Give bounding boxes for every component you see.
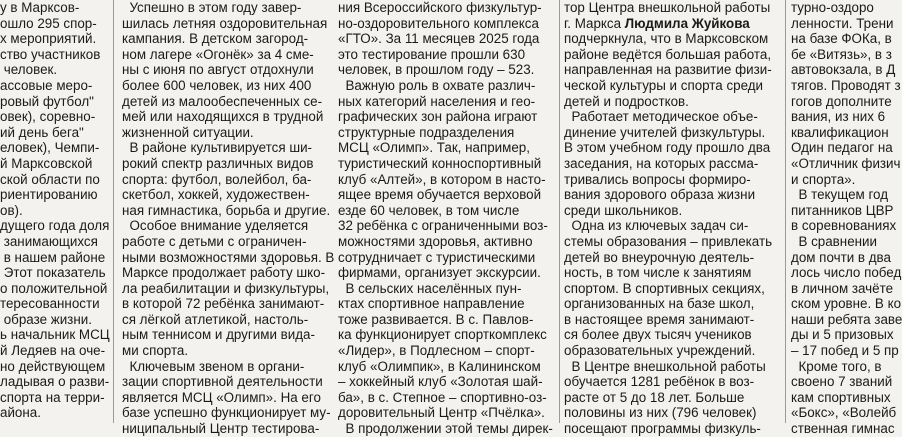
text-line: районе ведётся большая работа, xyxy=(564,46,772,62)
text-line: ровый футбол" xyxy=(0,93,94,109)
text-line: ния Всероссийского физкультур- xyxy=(338,0,542,15)
text-line: ся лёгкой атлетикой, настоль- xyxy=(122,311,309,327)
text-line: ность, в том числе к занятиям xyxy=(564,265,752,281)
text-line: гогов дополните xyxy=(791,93,892,109)
text-line: ктах спортивное направление xyxy=(338,296,525,312)
text-line: у в Марксов- xyxy=(0,0,80,15)
text-line: структурные подразделения xyxy=(338,124,515,140)
text-line: ческой культуры и спорта среди xyxy=(564,77,764,93)
text-line: лось число побед xyxy=(791,265,902,281)
text-line: риентированию xyxy=(0,187,98,203)
text-line: В сельских населённых пун- xyxy=(338,280,522,296)
text-line: питанников ЦВР xyxy=(791,202,894,218)
text-line: и спорта». xyxy=(791,171,856,187)
text-line: доровительный Центр «Пчёлка». xyxy=(338,405,545,421)
text-line: фирмами, организует экскурсии. xyxy=(338,265,541,281)
text-line: вания, из них 6 xyxy=(791,109,886,125)
text-line: о положительной xyxy=(0,280,108,296)
text-line: 32 ребёнка с ограниченными воз- xyxy=(338,218,548,234)
text-line: вания здорового образа жизни xyxy=(564,187,756,203)
text-line: ошло 295 спор- xyxy=(0,15,97,31)
text-line: езде 60 человек, в том числе xyxy=(338,202,520,218)
text-line: ящее время обучается верховой xyxy=(338,187,542,203)
text-line: Один педагог на xyxy=(791,140,893,156)
text-line: ленности. Трени xyxy=(791,15,894,31)
text-line: в нашем районе xyxy=(0,249,106,265)
text-line: в настоящее время занимают- xyxy=(564,311,755,327)
text-line: Важную роль в охвате различ- xyxy=(338,77,536,93)
text-line: в соревнованиях xyxy=(791,218,897,234)
text-line: ий день бега" xyxy=(0,124,84,140)
text-line: половины из них (796 человек) xyxy=(564,405,757,421)
text-line: В текущем год xyxy=(791,187,889,203)
text-line: ми спорта. xyxy=(122,343,189,359)
text-line: В сравнении xyxy=(791,233,877,249)
text-line: В продолжении этой темы дирек- xyxy=(338,421,553,437)
text-line: бе «Витязь», в з xyxy=(791,46,892,62)
text-line: образе жизни. xyxy=(0,311,92,327)
text-line: ды и 5 призовых xyxy=(791,327,894,343)
text-line: ным теннисом и другими вида- xyxy=(122,327,315,343)
text-column-5 xyxy=(791,0,900,437)
text-line: ской области по xyxy=(0,171,100,187)
text-line: ся более двух тысяч учеников xyxy=(564,327,752,343)
text-line: ка функционирует спорткомплекс xyxy=(338,327,547,343)
text-line: скетбол, хоккей, художествен- xyxy=(122,187,310,203)
text-line: ладывая о разви- xyxy=(0,374,110,390)
text-line: «Бокс», «Волейб xyxy=(791,405,897,421)
text-line: тор Центра внешкольной работы xyxy=(564,0,771,15)
text-line: сотрудничает с туристическими xyxy=(338,249,536,265)
text-line: зации спортивной деятельности xyxy=(122,374,323,390)
text-line: мей или находящихся в трудной xyxy=(122,109,324,125)
text-line: стемы образования – привлекать xyxy=(564,233,773,249)
text-line: ство участников xyxy=(0,46,101,62)
text-line: клуб «Алтей», в котором в насто- xyxy=(338,171,546,187)
text-line: тересованности xyxy=(0,296,100,312)
text-line: является МСЦ «Олимп». На его xyxy=(122,389,321,405)
text-line: квалификацион xyxy=(791,124,889,140)
text-line: ов). xyxy=(0,202,23,218)
text-column-1 xyxy=(0,0,110,421)
text-line: детей из малообеспеченных се- xyxy=(122,93,323,109)
text-line: образовательных учреждений. xyxy=(564,343,756,359)
text-line: х мероприятий. xyxy=(0,31,97,47)
text-line: клуб «Олимпик», в Калининском xyxy=(338,358,541,374)
text-line: обучается 1281 ребёнок в воз- xyxy=(564,374,755,390)
text-line: ном лагере «Огонёк» за 4 сме- xyxy=(122,46,314,62)
text-line: – хоккейный клуб «Золотая шай- xyxy=(338,374,543,390)
text-line: графических зон района играют xyxy=(338,109,538,125)
person-name: Людмила Жуйкова xyxy=(624,15,750,31)
text-line: спортом. В спортивных секциях, xyxy=(564,280,765,296)
text-line: наши ребята заве xyxy=(791,311,902,327)
text-line: Работает методическое объе- xyxy=(564,109,758,125)
text-line: Успешно в этом году завер- xyxy=(122,0,302,15)
text-line: тоже развивается. В с. Павлов- xyxy=(338,311,534,327)
text-line: ба», в с. Степное – спортивно-оз- xyxy=(338,389,547,405)
text-line: дущего года доля xyxy=(0,218,110,234)
text-line: «ГТО». За 11 месяцев 2025 года xyxy=(338,31,540,47)
text-line: Марксе продолжает работу шко- xyxy=(122,265,326,281)
text-line: ны с июня по август отдохнули xyxy=(122,62,314,78)
text-column-2 xyxy=(122,0,334,437)
text-line: но-оздоровительного комплекса xyxy=(338,15,539,31)
text-line: спорта: футбол, волейбол, ба- xyxy=(122,171,312,187)
text-line: В этом учебном году прошло два xyxy=(564,140,771,156)
text-line: в личном зачёте xyxy=(791,280,894,296)
text-line: турно-оздоро xyxy=(791,0,874,15)
text-line: ассовые меро- xyxy=(0,77,93,93)
text-line: Одна из ключевых задач си- xyxy=(564,218,749,234)
text-column-3 xyxy=(338,0,553,437)
text-line: овек), соревно- xyxy=(0,109,96,125)
text-line: ных категорий населения и гео- xyxy=(338,93,536,109)
text-line: автовокзала, в Д xyxy=(791,62,896,78)
text-line: тягов. Проводят з xyxy=(791,77,901,93)
text-line: туристический конноспортивный xyxy=(338,155,542,171)
text-line: детей и подростков. xyxy=(564,93,689,109)
text-line: можностями здоровья, активно xyxy=(338,233,533,249)
text-line: своено 7 званий xyxy=(791,374,893,390)
text-line: посещают программы физкуль- xyxy=(564,421,761,437)
text-line: на базе ФОКа, в xyxy=(791,31,892,47)
text-column-4 xyxy=(564,0,781,437)
text-line: Ключевым звеном в органи- xyxy=(122,358,305,374)
text-line: но действующем xyxy=(0,358,106,374)
text-line: в которой 72 ребёнка занимают- xyxy=(122,296,325,312)
text-line: Этот показатель xyxy=(0,265,106,281)
text-line: динение учителей физкультуры. xyxy=(564,124,766,140)
text-line: ла реабилитации и физкультуры, xyxy=(122,280,330,296)
text-line: еловек), Чемпи- xyxy=(0,140,100,156)
text-line: рокий спектр различных видов xyxy=(122,155,314,171)
text-line: ственная гимнас xyxy=(791,421,895,437)
text-line: занимающихся xyxy=(0,233,98,249)
text-line: й Марксовской xyxy=(0,155,93,171)
text-line: ниципальный Центр тестирова- xyxy=(122,421,320,437)
text-line: подчеркнула, что в Марксовском xyxy=(564,31,769,47)
text-line: Особое внимание уделяется xyxy=(122,218,309,234)
text-line: Кроме того, в xyxy=(791,358,882,374)
text-line: В Центре внешкольной работы xyxy=(564,358,766,374)
text-line: детей во внеурочную деятель- xyxy=(564,249,755,265)
text-line: человек, в прошлом году – 523. xyxy=(338,62,535,78)
text-line: В районе культивируется ши- xyxy=(122,140,313,156)
text-line: более 600 человек, из них 400 xyxy=(122,77,312,93)
text-line: ная гимнастика, борьба и другие. xyxy=(122,202,331,218)
text-line: дом почти в два xyxy=(791,249,891,265)
text-line: «Лидер», в Подлесном – спорт- xyxy=(338,343,535,359)
text-line: тривались вопросы формиро- xyxy=(564,171,751,187)
text-line: среди школьников. xyxy=(564,202,683,218)
text-line: работе с детьми с ограничен- xyxy=(122,233,307,249)
text-line: г. Маркса Людмила Жуйкова xyxy=(564,15,750,31)
text-line: ском уровне. В ко xyxy=(791,296,902,312)
text-line: «Отличник физич xyxy=(791,155,901,171)
text-line: ными возможностями здоровья. В xyxy=(122,249,335,265)
text-line: шилась летняя оздоровительная xyxy=(122,15,328,31)
text-line: айона. xyxy=(0,405,41,421)
text-line: это тестирование прошли 630 xyxy=(338,46,526,62)
text-line: жизненной ситуации. xyxy=(122,124,254,140)
column-divider xyxy=(785,0,786,423)
text-line: МСЦ «Олимп». Так, например, xyxy=(338,140,530,156)
text-line: человек. xyxy=(0,62,58,78)
text-line: расте от 5 до 18 лет. Больше xyxy=(564,389,745,405)
text-line: кампания. В детском загород- xyxy=(122,31,309,47)
text-line: спорта на терри- xyxy=(0,389,105,405)
text-line: кам спортивных xyxy=(791,389,891,405)
text-line: базе успешно функционирует му- xyxy=(122,405,331,421)
column-divider xyxy=(113,0,114,423)
column-divider xyxy=(559,0,560,423)
text-line: направленная на развитие физи- xyxy=(564,62,772,78)
text-line: ь начальник МСЦ xyxy=(0,327,110,343)
text-line: й Ледяев на оче- xyxy=(0,343,106,359)
text-line: заседания, на которых рассма- xyxy=(564,155,759,171)
text-line: организованных на базе школ, xyxy=(564,296,755,312)
text-line: – 17 побед и 5 пр xyxy=(791,343,899,359)
